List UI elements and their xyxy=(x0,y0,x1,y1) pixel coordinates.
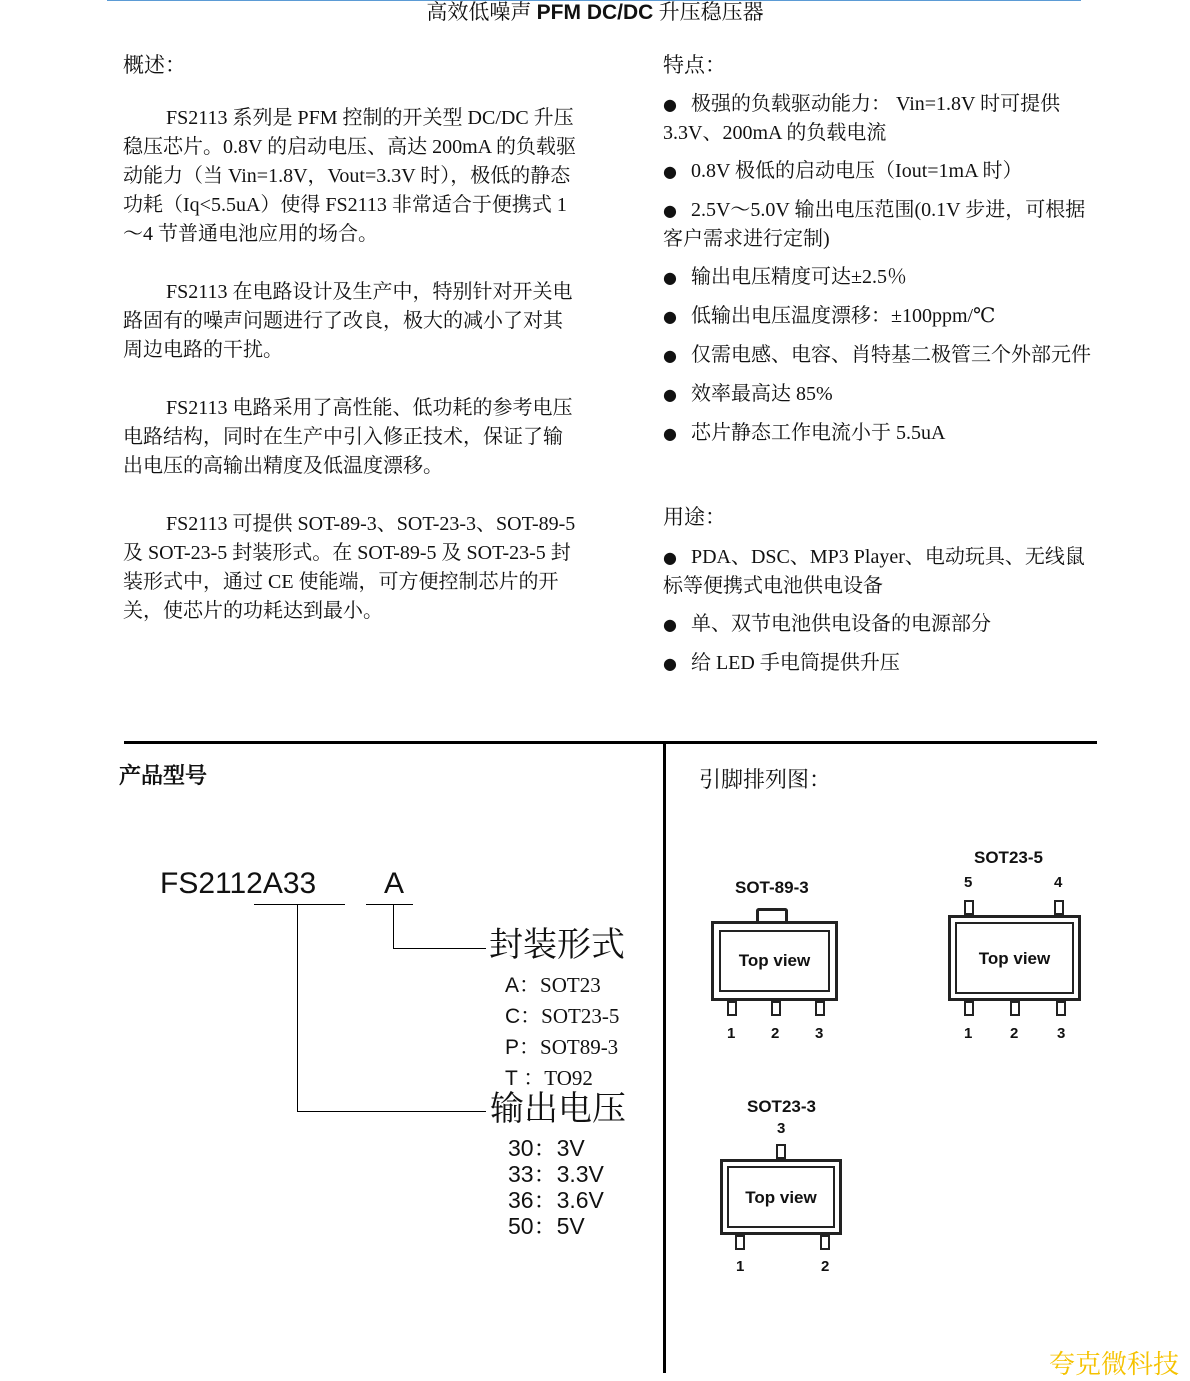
pin xyxy=(815,1001,825,1016)
bullet-icon: ● xyxy=(663,201,677,220)
feature-item: ● 输出电压精度可达±2.5％ xyxy=(663,266,907,288)
pin-number: 4 xyxy=(1054,874,1063,891)
feature-item: ● 芯片静态工作电流小于 5.5uA xyxy=(663,422,946,444)
top-view-label: Top view xyxy=(955,922,1074,994)
bullet-icon: ● xyxy=(663,162,677,181)
pin xyxy=(771,1001,781,1016)
feature-item: ● 仅需电感、电容、肖特基二极管三个外部元件 xyxy=(663,344,1091,366)
package-option: A：SOT23 xyxy=(505,973,601,997)
bullet-icon: ● xyxy=(663,385,677,404)
pin-number: 2 xyxy=(821,1258,830,1275)
sot89-3-title: SOT-89-3 xyxy=(735,878,809,897)
underline-part xyxy=(254,904,345,905)
bullet-icon: ● xyxy=(663,615,677,634)
bullet-icon: ● xyxy=(663,95,677,114)
applications-list xyxy=(663,543,1095,678)
voltage-option: 30：3V xyxy=(508,1135,585,1161)
column-divider xyxy=(663,741,666,1373)
feature-item: ● 0.8V 极低的启动电压（Iout=1mA 时） xyxy=(663,160,1023,182)
watermark: 夸克微科技 xyxy=(1049,1350,1180,1380)
voltage-options xyxy=(508,1135,604,1239)
pin xyxy=(1010,1001,1020,1016)
overview-heading: 概述： xyxy=(123,53,186,77)
leader-line xyxy=(297,904,298,1111)
pin xyxy=(727,1001,737,1016)
section-divider xyxy=(124,741,1097,744)
pin-number: 3 xyxy=(1057,1025,1066,1042)
pin-number: 3 xyxy=(815,1025,824,1042)
applications-heading: 用途： xyxy=(663,505,726,529)
feature-item: ● 效率最高达 85% xyxy=(663,383,833,405)
pinout-heading: 引脚排列图： xyxy=(699,767,832,792)
sot89-3-body xyxy=(711,921,838,1001)
underline-suffix xyxy=(366,904,413,905)
application-item: ● 给 LED 手电筒提供升压 xyxy=(663,652,900,674)
bullet-icon: ● xyxy=(663,654,677,673)
pin-number: 3 xyxy=(777,1120,786,1137)
product-model-heading: 产品型号 xyxy=(119,763,208,788)
leader-line xyxy=(297,1111,486,1112)
overview-paragraph: FS2113 系列是 PFM 控制的开关型 DC/DC 升压稳压芯片。0.8V 的启动电压、高达 200mA 的负载驱动能力（当 Vin=1.8V，Vout=3.3V 时），极低的静态功耗（Iq<5.5uA）使得 FS2113 非常适合于便携式 1～4 节普通电池应用的场合。 xyxy=(123,107,576,245)
sot23-3-body xyxy=(720,1159,842,1235)
overview-paragraph: FS2113 可提供 SOT-89-3、SOT-23-3、SOT-89-5 及 SOT-23-5 封装形式。在 SOT-89-5 及 SOT-23-5 封装形式中，通过 CE 使能端，可方便控制芯片的开关，使芯片的功耗达到最小。 xyxy=(123,513,576,622)
feature-item: ● 极强的负载驱动能力： Vin=1.8V 时可提供 3.3V、200mA 的负载电流 xyxy=(663,93,1061,144)
bullet-icon: ● xyxy=(663,346,677,365)
pin-number: 5 xyxy=(964,874,973,891)
pin-number: 2 xyxy=(771,1025,780,1042)
part-number: FS2112A33 xyxy=(160,867,317,900)
application-item: ● 单、双节电池供电设备的电源部分 xyxy=(663,613,991,635)
package-suffix: A xyxy=(384,867,405,900)
sot23-5-body xyxy=(948,915,1081,1001)
pin xyxy=(964,1001,974,1016)
overview-paragraph: FS2113 电路采用了高性能、低功耗的参考电压电路结构，同时在生产中引入修正技术，保证了输出电压的高输出精度及低温度漂移。 xyxy=(123,397,573,477)
leader-line xyxy=(393,948,486,949)
bullet-icon: ● xyxy=(663,548,677,567)
package-option: T ：TO92 xyxy=(505,1066,593,1090)
voltage-option: 33：3.3V xyxy=(508,1161,604,1187)
leader-line xyxy=(393,904,394,948)
application-item: ● PDA、DSC、MP3 Player、电动玩具、无线鼠标等便携式电池供电设备 xyxy=(663,546,1085,597)
bullet-icon: ● xyxy=(663,268,677,287)
pin-number: 1 xyxy=(964,1025,973,1042)
pin xyxy=(1056,1001,1066,1016)
voltage-option: 36：3.6V xyxy=(508,1187,604,1213)
page-title: 高效低噪声 PFM DC/DC 升压稳压器 xyxy=(426,0,764,24)
overview-paragraph: FS2113 在电路设计及生产中，特别针对开关电路固有的噪声问题进行了改良，极大的减小了对其周边电路的干扰。 xyxy=(123,281,573,361)
top-view-label: Top view xyxy=(719,930,830,992)
package-label: 封装形式 xyxy=(489,927,625,964)
pin xyxy=(820,1235,830,1250)
feature-item: ● 2.5V～5.0V 输出电压范围(0.1V 步进，可根据客户需求进行定制) xyxy=(663,199,1086,250)
package-option: C：SOT23-5 xyxy=(505,1004,620,1028)
feature-item: ● 低输出电压温度漂移：±100ppm/℃ xyxy=(663,305,996,327)
voltage-label: 输出电压 xyxy=(490,1091,626,1128)
sot23-3-title: SOT23-3 xyxy=(747,1097,816,1116)
bullet-icon: ● xyxy=(663,424,677,443)
pin-number: 2 xyxy=(1010,1025,1019,1042)
package-option: P：SOT89-3 xyxy=(505,1035,619,1059)
pin xyxy=(776,1144,786,1159)
pin xyxy=(735,1235,745,1250)
voltage-option: 50：5V xyxy=(508,1213,585,1239)
pin xyxy=(1054,900,1064,915)
sot23-5-title: SOT23-5 xyxy=(974,848,1043,867)
pin-number: 1 xyxy=(727,1025,736,1042)
package-options xyxy=(505,970,619,1094)
features-heading: 特点： xyxy=(663,53,726,77)
pin-number: 1 xyxy=(736,1258,745,1275)
pin xyxy=(964,900,974,915)
bullet-icon: ● xyxy=(663,307,677,326)
top-view-label: Top view xyxy=(727,1166,835,1228)
overview-body xyxy=(123,104,581,626)
sot89-3-tab xyxy=(756,908,788,922)
features-list xyxy=(663,90,1095,448)
